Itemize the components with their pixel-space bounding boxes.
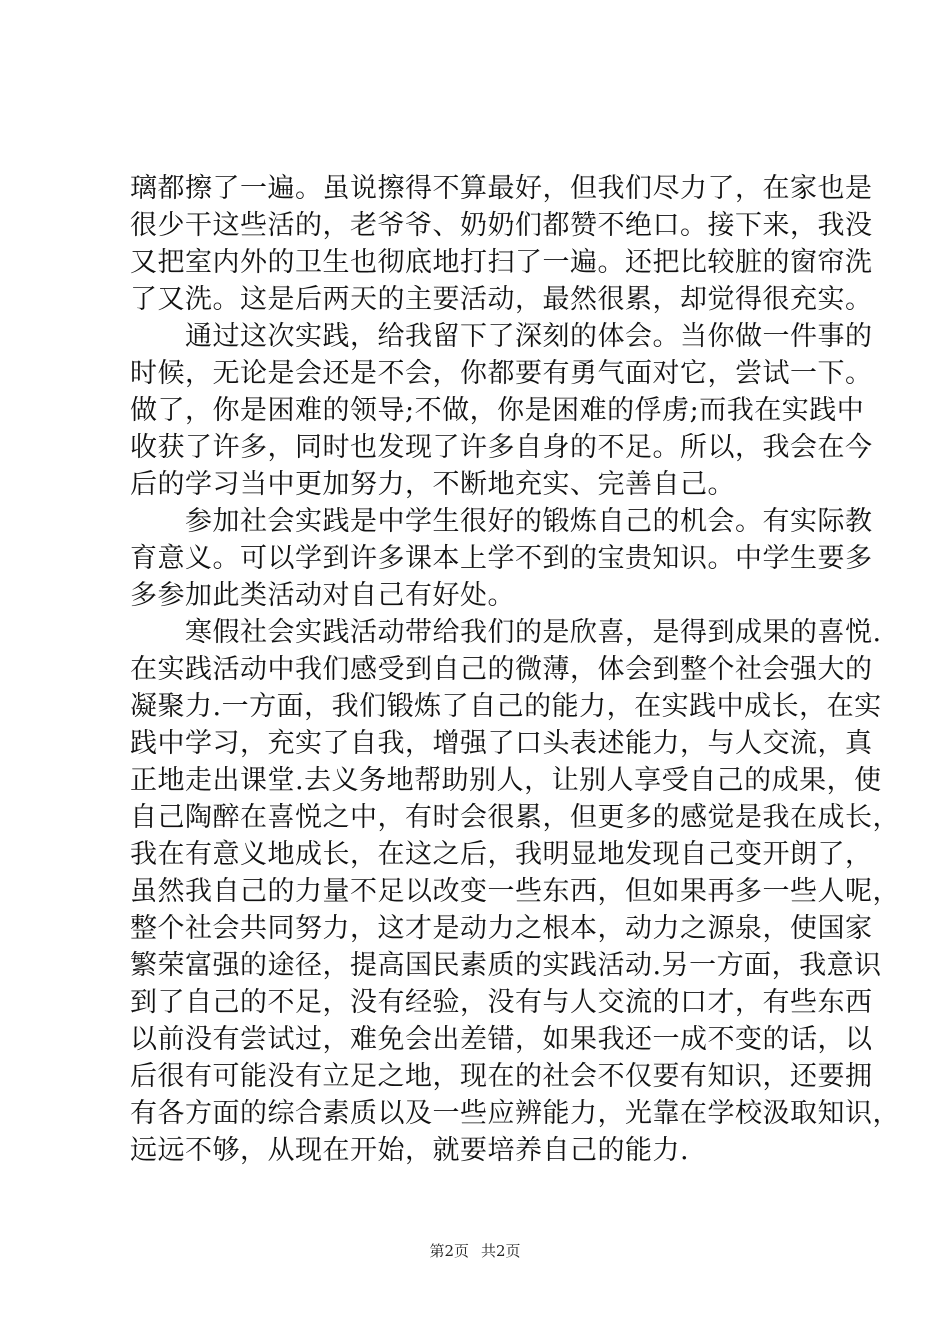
text-line: 寒假社会实践活动带给我们的是欣喜，是得到成果的喜悦.	[130, 617, 882, 648]
page-number: 第2页	[429, 1242, 469, 1260]
text-line: 在实践活动中我们感受到自己的微薄，体会到整个社会强大的	[130, 654, 873, 685]
text-line: 后很有可能没有立足之地，现在的社会不仅要有知识，还要拥	[130, 1061, 873, 1092]
text-line: 收获了许多，同时也发现了许多自身的不足。所以，我会在今	[130, 432, 873, 463]
page-total: 共2页	[481, 1242, 521, 1260]
text-line: 虽然我自己的力量不足以改变一些东西，但如果再多一些人呢，	[130, 876, 900, 907]
text-line: 整个社会共同努力，这才是动力之根本，动力之源泉，使国家	[130, 913, 873, 944]
text-line: 参加社会实践是中学生很好的锻炼自己的机会。有实际教	[130, 506, 873, 537]
text-line: 后的学习当中更加努力，不断地充实、完善自己。	[130, 469, 735, 500]
text-line: 通过这次实践，给我留下了深刻的体会。当你做一件事的	[130, 321, 873, 352]
text-line: 很少干这些活的，老爷爷、奶奶们都赞不绝口。接下来，我没	[130, 210, 873, 241]
text-line: 多参加此类活动对自己有好处。	[130, 580, 515, 611]
page-footer	[0, 1241, 950, 1261]
text-line: 正地走出课堂.去义务地帮助别人，让别人享受自己的成果，使	[130, 765, 882, 796]
text-line: 又把室内外的卫生也彻底地打扫了一遍。还把比较脏的窗帘洗	[130, 247, 873, 278]
text-line: 璃都擦了一遍。虽说擦得不算最好，但我们尽力了，在家也是	[130, 173, 873, 204]
text-line: 以前没有尝试过，难免会出差错，如果我还一成不变的话，以	[130, 1024, 873, 1055]
text-line: 育意义。可以学到许多课本上学不到的宝贵知识。中学生要多	[130, 543, 873, 574]
body-text	[130, 170, 900, 1169]
text-line: 有各方面的综合素质以及一些应辨能力，光靠在学校汲取知识，	[130, 1098, 900, 1129]
text-line: 践中学习，充实了自我，增强了口头表述能力，与人交流，真	[130, 728, 873, 759]
text-line: 时候，无论是会还是不会，你都要有勇气面对它，尝试一下。	[130, 358, 873, 389]
text-line: 了又洗。这是后两天的主要活动，最然很累，却觉得很充实。	[130, 284, 873, 315]
text-line: 远远不够，从现在开始，就要培养自己的能力.	[130, 1135, 690, 1166]
text-line: 自己陶醉在喜悦之中，有时会很累，但更多的感觉是我在成长，	[130, 802, 900, 833]
text-line: 我在有意义地成长，在这之后，我明显地发现自己变开朗了，	[130, 839, 873, 870]
text-line: 繁荣富强的途径，提高国民素质的实践活动.另一方面，我意识	[130, 950, 882, 981]
text-line: 做了，你是困难的领导;不做，你是困难的俘虏;而我在实践中	[130, 395, 865, 426]
text-line: 到了自己的不足，没有经验，没有与人交流的口才，有些东西	[130, 987, 873, 1018]
text-line: 凝聚力.一方面，我们锻炼了自己的能力，在实践中成长，在实	[130, 691, 882, 722]
